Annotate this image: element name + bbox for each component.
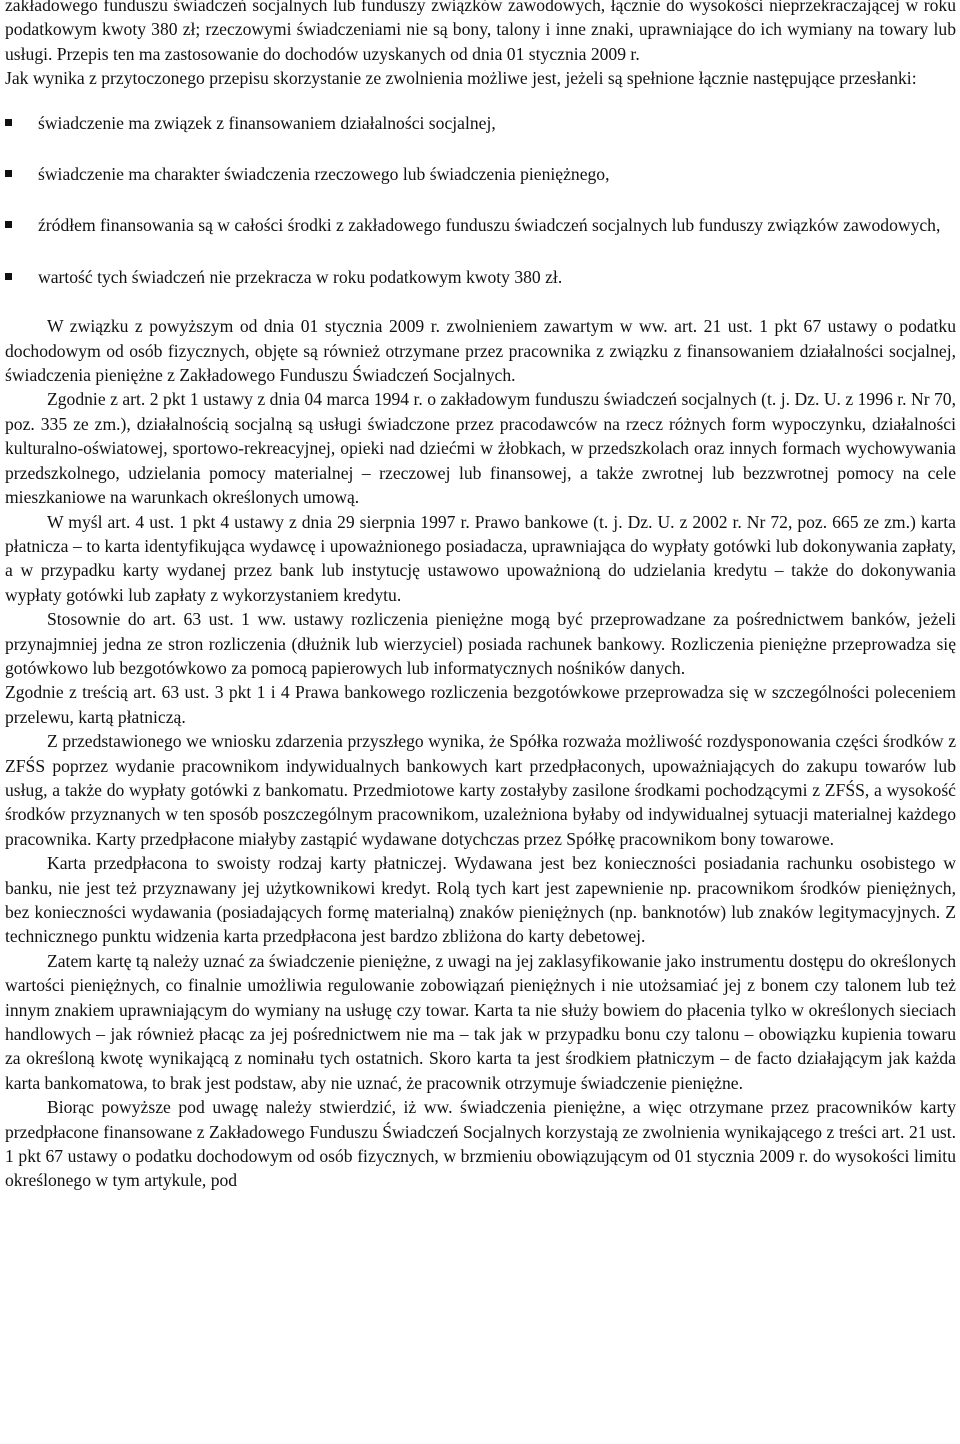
list-item <box>5 213 956 237</box>
paragraph-conditions: Jak wynika z przytoczonego przepisu skorzystanie ze zwolnienia możliwe jest, jeżeli są spełnione łącznie następujące przesłanki: <box>5 68 917 89</box>
list-item <box>5 265 956 289</box>
list-item <box>5 162 956 186</box>
square-bullet-icon <box>5 170 12 177</box>
list-item-text: świadczenie ma charakter świadczenia rzeczowego lub świadczenia pieniężnego, <box>38 164 610 185</box>
square-bullet-icon <box>5 119 12 126</box>
paragraph-2: Zgodnie z art. 2 pkt 1 ustawy z dnia 04 marca 1994 r. o zakładowym funduszu świadczeń socjalnych (t. j. Dz. U. z 1996 r. Nr 70, poz. 335 ze zm.), działalnością socjalną są usługi świadczone przez pracodawców na rzecz różnych form wypoczynku, działalności kulturalno-oświatowej, sportowo-rekreacyjnej, opieki nad dziećmi w żłobkach, w przedszkolach oraz innych formach wychowywania przedszkolnego, udzielania pomocy materialnej – rzeczowej lub finansowej, a także zwrotnej lub bezzwrotnej pomocy na cele mieszkaniowe na warunkach określonych umową. <box>5 389 956 508</box>
paragraph-9: Biorąc powyższe pod uwagę należy stwierdzić, iż ww. świadczenia pieniężne, a więc otrzymane przez pracowników karty przedpłacone finansowane z Zakładowego Funduszu Świadczeń Socjalnych korzystają ze zwolnienia wynikającego z treści art. 21 ust. 1 pkt 67 ustawy o podatku dochodowym od osób fizycznych, w brzmieniu obowiązującym od 01 stycznia 2009 r. do wysokości limitu określonego w tym artykule, pod <box>5 1097 956 1191</box>
paragraph-6: Z przedstawionego we wniosku zdarzenia przyszłego wynika, że Spółka rozważa możliwość rozdysponowania części środków z ZFŚS poprzez wydanie pracownikom indywidualnych bankowych kart przedpłaconych, upoważniających do zakupu towarów lub usług, a także do wypłaty gotówki z bankomatu. Przedmiotowe karty zostałyby zasilone środkami pochodzącymi z ZFŚS, a wysokość środków przyznanych w ten sposób poszczególnym pracownikom, uzależniona byłaby od indywidualnej sytuacji materialnej każdego pracownika. Karty przedpłacone miałyby zastąpić wydawane dotychczas przez Spółkę pracownikom bony towarowe. <box>5 731 956 849</box>
conditions-list <box>5 111 956 290</box>
paragraph-4: Stosownie do art. 63 ust. 1 ww. ustawy rozliczenia pieniężne mogą być przeprowadzane za pośrednictwem banków, jeżeli przynajmniej jedna ze stron rozliczenia (dłużnik lub wierzyciel) posiada rachunek bankowy. Rozliczenia pieniężne przeprowadza się gotówkowo lub bezgotówkowo za pomocą papierowych lub informatycznych nośników danych. <box>5 609 956 678</box>
square-bullet-icon <box>5 273 12 280</box>
document-page <box>5 0 956 1193</box>
list-item <box>5 111 956 135</box>
paragraph-5: Zgodnie z treścią art. 63 ust. 3 pkt 1 i 4 Prawa bankowego rozliczenia bezgotówkowe przeprowadza się w szczególności poleceniem przelewu, kartą płatniczą. <box>5 682 956 727</box>
list-item-text: wartość tych świadczeń nie przekracza w roku podatkowym kwoty 380 zł. <box>38 266 563 287</box>
paragraph-1: W związku z powyższym od dnia 01 stycznia 2009 r. zwolnieniem zawartym w ww. art. 21 ust. 1 pkt 67 ustawy o podatku dochodowym od osób fizycznych, objęte są również otrzymane przez pracownika z związku z finansowaniem działalności socjalnej, świadczenia pieniężne z Zakładowego Funduszu Świadczeń Socjalnych. <box>5 316 956 386</box>
paragraph-8: Zatem kartę tą należy uznać za świadczenie pieniężne, z uwagi na jej zaklasyfikowanie jako instrumentu dostępu do określonych wartości pieniężnych, co finalnie umożliwia regulowanie zobowiązań pieniężnych i nie utożsamiać jej z bonem czy talonem lub też innym znakiem uprawniającym do wymiany na usługę czy towar. Karta ta nie służy bowiem do płacenia tylko w określonych sieciach handlowych – jak również płacąc za jej pośrednictwem nie ma – tak jak w przypadku bonu czy talonu – obowiązku kupienia towaru za określoną kwotę wynikającą z nominału tych ostatnich. Skoro karta ta jest środkiem płatniczym – de facto działającym jak każda karta bankomatowa, to brak jest podstaw, aby nie uznać, że pracownik otrzymuje świadczenie pieniężne. <box>5 950 956 1093</box>
list-item-text: świadczenie ma związek z finansowaniem działalności socjalnej, <box>38 112 496 133</box>
square-bullet-icon <box>5 221 12 228</box>
list-item-text: źródłem finansowania są w całości środki z zakładowego funduszu świadczeń socjalnych lub funduszy związków zawodowych, <box>38 215 941 236</box>
paragraph-top: zakładowego funduszu świadczeń socjalnych lub funduszy związków zawodowych, łącznie do wysokości nieprzekraczającej w roku podatkowym kwoty 380 zł; rzeczowymi świadczeniami nie są bony, talony i inne znaki, uprawniające do ich wymiany na towary lub usługi. Przepis ten ma zastosowanie do dochodów uzyskanych od dnia 01 stycznia 2009 r. <box>5 0 956 64</box>
paragraph-7: Karta przedpłacona to swoisty rodzaj karty płatniczej. Wydawana jest bez konieczności posiadania rachunku osobistego w banku, nie jest też przyznawany jej użytkownikowi kredyt. Rolą tych kart jest zapewnienie np. pracownikom środków pieniężnych, bez konieczności wydawania (posiadających formę materialną) znaków pieniężnych (np. banknotów) lub znaków legitymacyjnych. Z technicznego punktu widzenia karta przedpłacona jest bardzo zbliżona do karty debetowej. <box>5 853 956 947</box>
paragraph-3: W myśl art. 4 ust. 1 pkt 4 ustawy z dnia 29 sierpnia 1997 r. Prawo bankowe (t. j. Dz. U. z 2002 r. Nr 72, poz. 665 ze zm.) karta płatnicza – to karta identyfikująca wydawcę i upoważnionego posiadacza, uprawniająca do wypłaty gotówki lub dokonywania zapłaty, a w przypadku karty wydanej przez bank lub instytucję ustawowo upoważnioną do udzielania kredytu – także do dokonywania wypłaty gotówki lub zapłaty z wykorzystaniem kredytu. <box>5 511 956 605</box>
